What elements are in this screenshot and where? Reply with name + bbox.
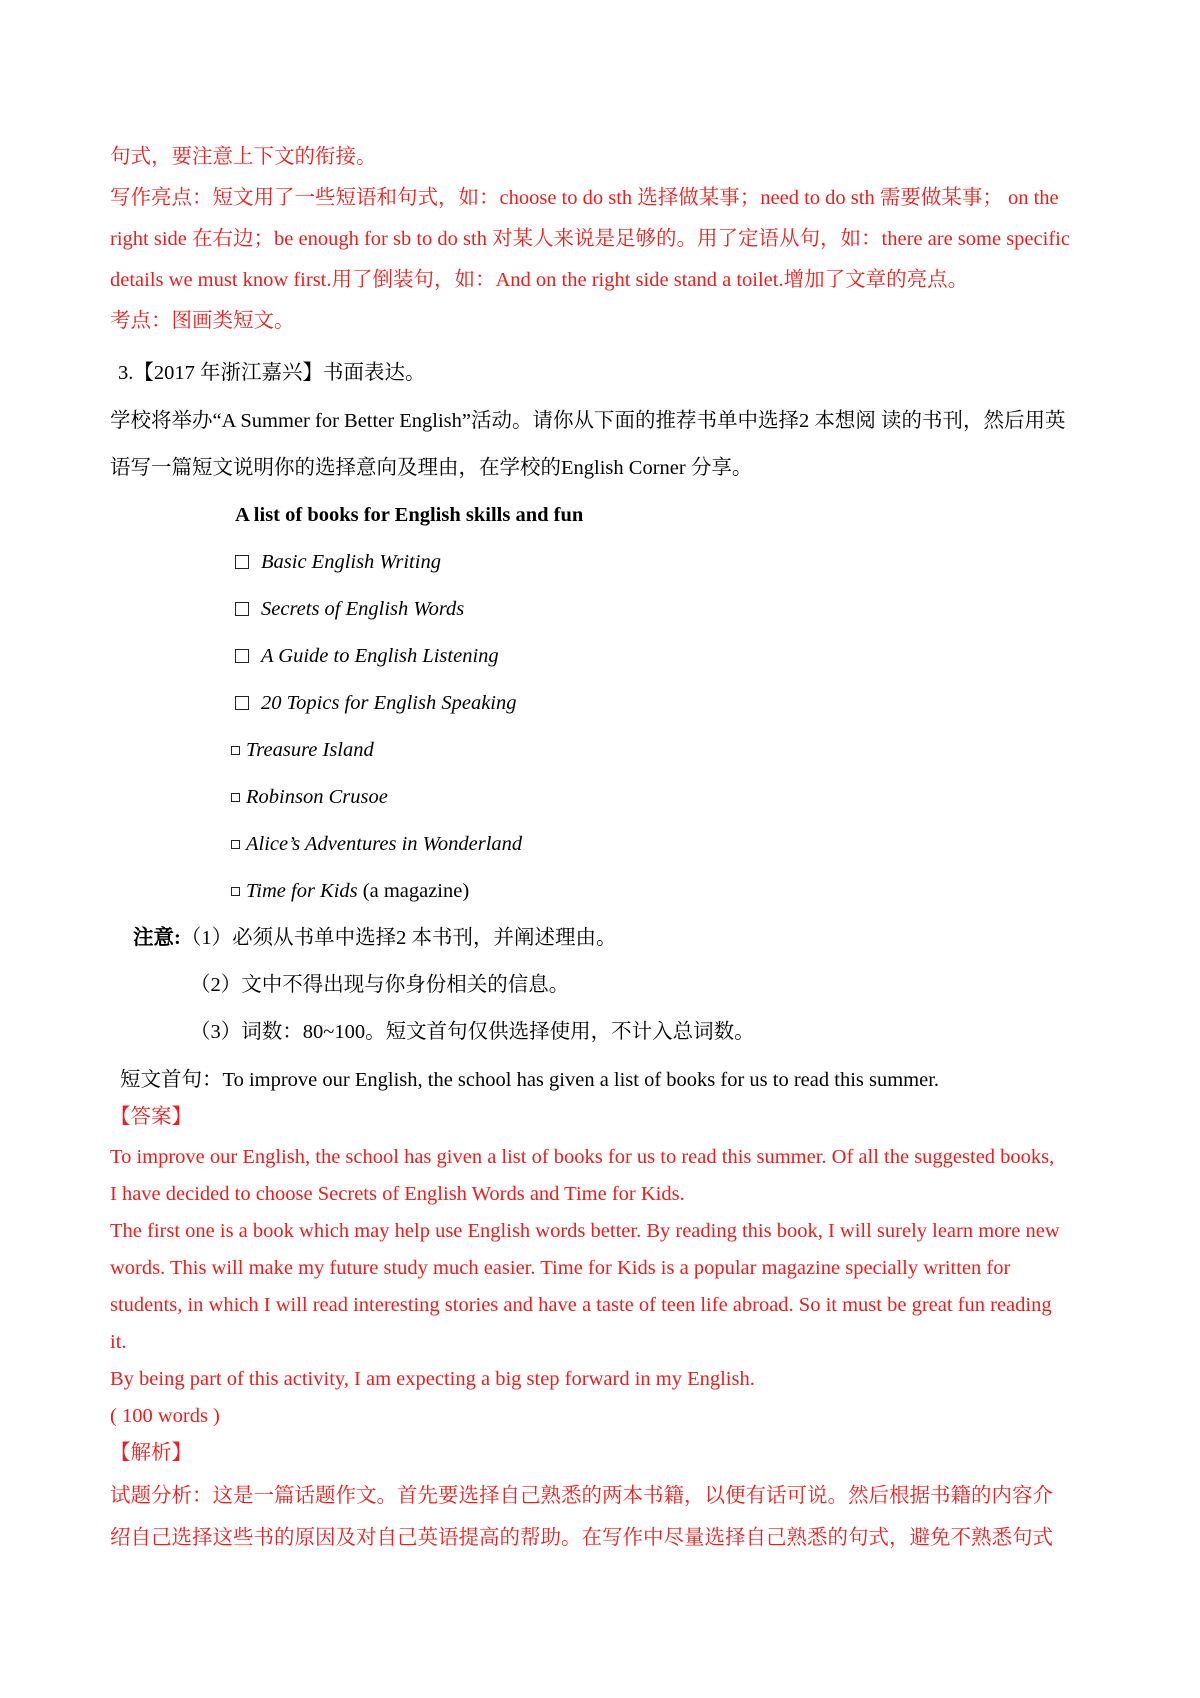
question-prompt-line-2: 语写一篇短文说明你的选择意向及理由，在学校的English Corner 分享。 bbox=[110, 457, 753, 479]
book-title: Time for Kids bbox=[246, 880, 358, 902]
booklist-item bbox=[235, 645, 499, 669]
analysis-line: 绍自己选择这些书的原因及对自己英语提高的帮助。在写作中尽量选择自己熟悉的句式，避免不熟悉句式 bbox=[110, 1527, 1053, 1549]
answer-heading: 【答案】 bbox=[110, 1106, 192, 1128]
question-header: 3.【2017 年浙江嘉兴】书面表达。 bbox=[118, 362, 426, 384]
notes-line-1 bbox=[133, 927, 616, 951]
checkbox-icon bbox=[231, 746, 240, 755]
checkbox-icon bbox=[235, 555, 249, 569]
booklist-item bbox=[231, 880, 469, 904]
test-point-line: 考点：图画类短文。 bbox=[110, 310, 295, 332]
book-title: 20 Topics for English Speaking bbox=[261, 692, 517, 714]
checkbox-icon bbox=[235, 696, 249, 710]
booklist-item bbox=[231, 739, 374, 763]
answer-line: students, in which I will read interesting stories and have a taste of teen life abroad. So it must be great fun reading bbox=[110, 1294, 1052, 1316]
book-note: (a magazine) bbox=[357, 880, 470, 902]
checkbox-icon bbox=[231, 840, 240, 849]
checkbox-icon bbox=[235, 649, 249, 663]
notes-item: （3）词数：80~100。短文首句仅供选择使用，不计入总词数。 bbox=[190, 1021, 755, 1043]
analysis-heading: 【解析】 bbox=[110, 1442, 192, 1464]
analysis-line: 试题分析：这是一篇话题作文。首先要选择自己熟悉的两本书籍，以便有话可说。然后根据书籍的内容介 bbox=[110, 1485, 1053, 1507]
book-title: A Guide to English Listening bbox=[261, 645, 499, 667]
checkbox-icon bbox=[235, 602, 249, 616]
book-title: Treasure Island bbox=[246, 739, 374, 761]
booklist-item bbox=[235, 692, 517, 716]
book-title: Basic English Writing bbox=[261, 551, 441, 573]
booklist-title: A list of books for English skills and fun bbox=[235, 504, 584, 526]
book-title: Alice’s Adventures in Wonderland bbox=[246, 833, 523, 855]
checkbox-icon bbox=[231, 793, 240, 802]
question-prompt-line-1: 学校将举办“A Summer for Better English”活动。请你从下面的推荐书单中选择2 本想阅 读的书刊，然后用英 bbox=[110, 410, 1066, 432]
booklist-item bbox=[231, 833, 522, 857]
checkbox-icon bbox=[231, 887, 240, 896]
word-count: ( 100 words ) bbox=[110, 1405, 220, 1427]
first-sentence: 短文首句：To improve our English, the school has given a list of books for us to read this summer. bbox=[120, 1069, 940, 1091]
explanation-line-1: 句式，要注意上下文的衔接。 bbox=[110, 146, 377, 168]
answer-line: The first one is a book which may help use English words better. By reading this book, I will surely learn more new bbox=[110, 1220, 1060, 1242]
explanation-line-4: details we must know first.用了倒装句，如：And on the right side stand a toilet.增加了文章的亮点。 bbox=[110, 269, 969, 291]
book-title: Robinson Crusoe bbox=[246, 786, 388, 808]
answer-line: I have decided to choose Secrets of English Words and Time for Kids. bbox=[110, 1183, 685, 1205]
booklist-item bbox=[231, 786, 388, 810]
booklist-item bbox=[235, 598, 464, 622]
answer-line: By being part of this activity, I am expecting a big step forward in my English. bbox=[110, 1368, 755, 1390]
answer-line: it. bbox=[110, 1331, 127, 1353]
book-title: Secrets of English Words bbox=[261, 598, 465, 620]
booklist-item bbox=[235, 551, 441, 575]
explanation-line-3: right side 在右边；be enough for sb to do sth 对某人来说是足够的。用了定语从句，如：there are some specific bbox=[110, 228, 1070, 250]
answer-line: To improve our English, the school has given a list of books for us to read this summer. Of all the suggested books, bbox=[110, 1146, 1055, 1168]
notes-item: （1）必须从书单中选择2 本书刊，并阐述理由。 bbox=[180, 927, 617, 949]
explanation-line-2: 写作亮点：短文用了一些短语和句式，如：choose to do sth 选择做某事；need to do sth 需要做某事； on the bbox=[110, 187, 1059, 209]
notes-label: 注意: bbox=[133, 927, 181, 949]
answer-line: words. This will make my future study much easier. Time for Kids is a popular magazine specially written for bbox=[110, 1257, 1011, 1279]
notes-item: （2）文中不得出现与你身份相关的信息。 bbox=[190, 974, 570, 996]
